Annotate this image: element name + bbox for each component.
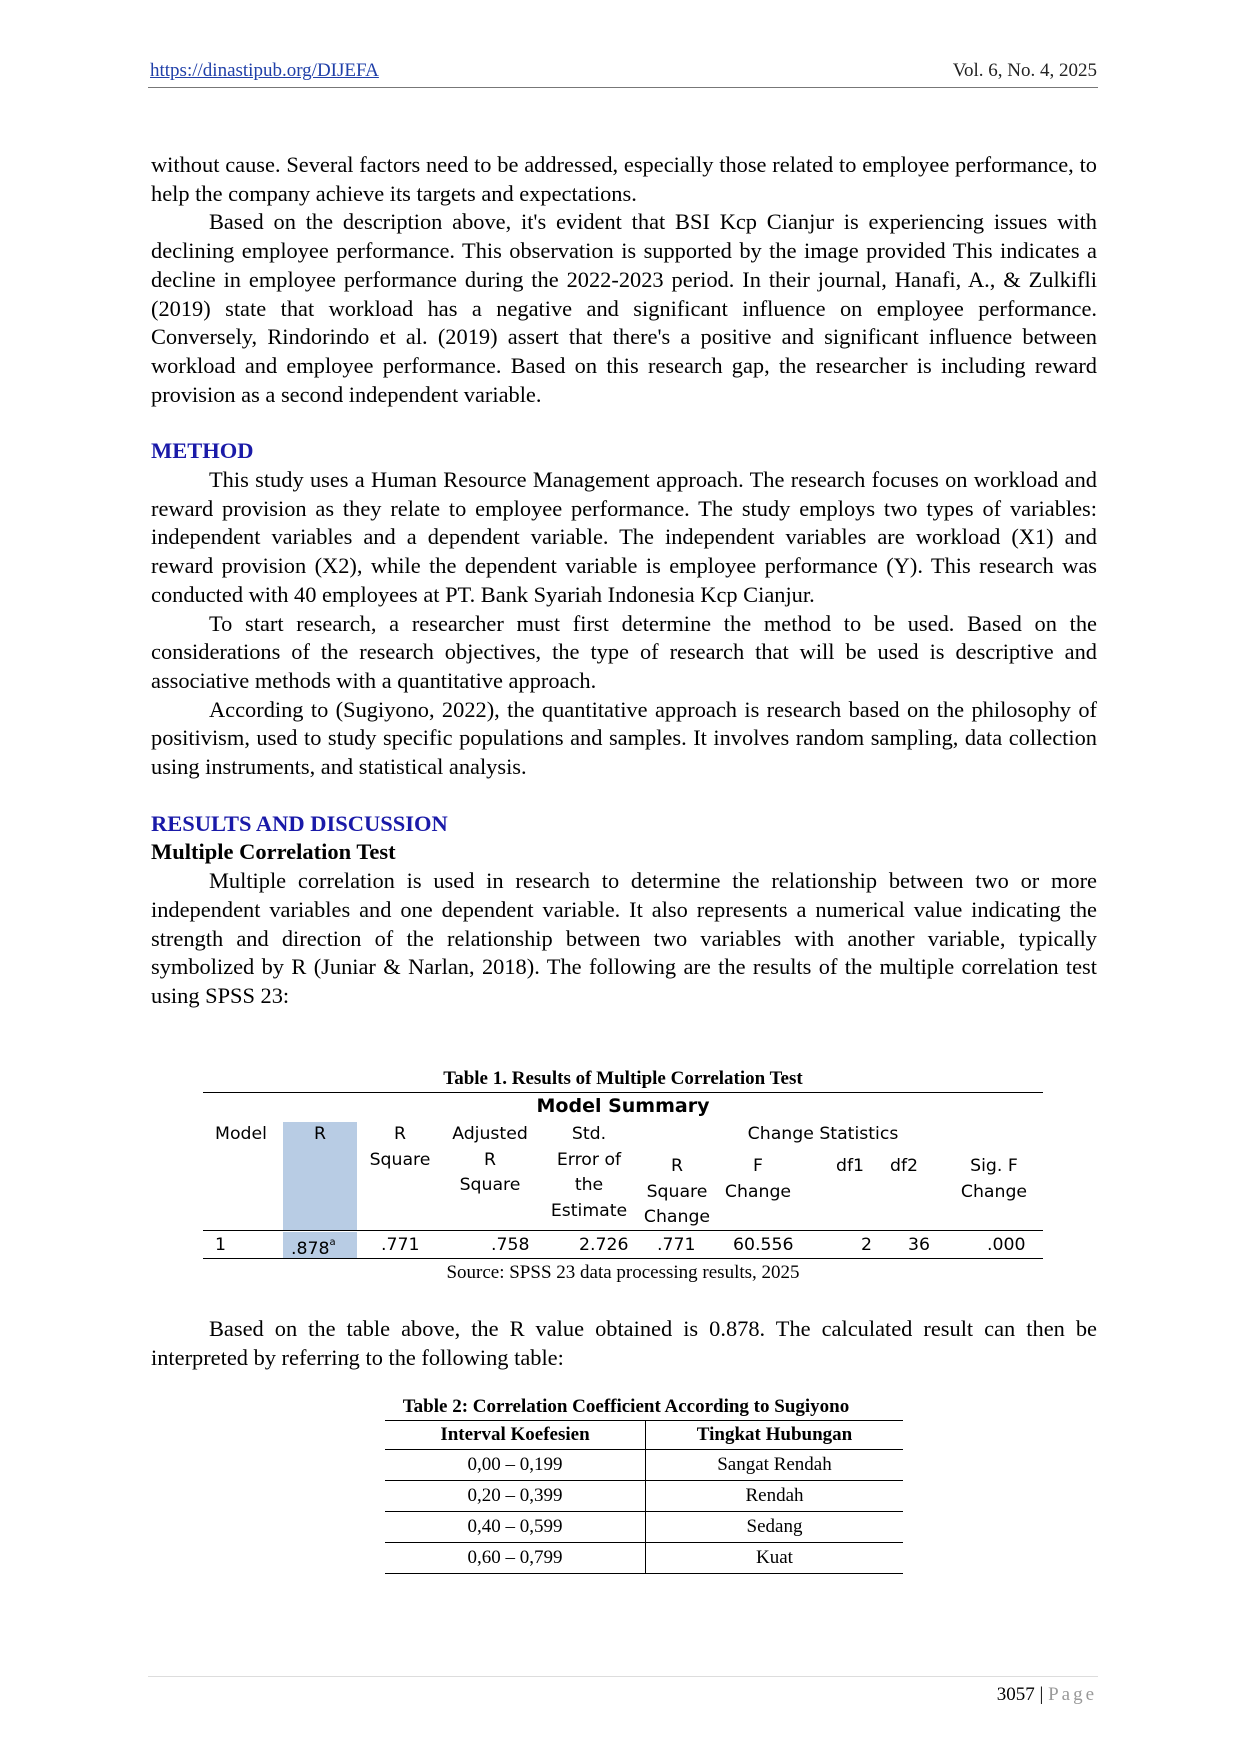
footer-divider — [148, 1676, 1098, 1677]
table-row — [203, 1232, 1043, 1258]
paragraph: According to (Sugiyono, 2022), the quantitative approach is research based on the philosophy of positivism, used to study specific populations and samples. It involves random sampling, data collection using instruments, and statistical analysis. — [151, 696, 1097, 780]
cell-r-square-change: .771 — [657, 1235, 696, 1255]
table1-title: Model Summary — [536, 1095, 710, 1117]
page-number: 3057 — [996, 1684, 1035, 1705]
table1-bottom-rule — [203, 1258, 1043, 1259]
table-header-row — [385, 1421, 903, 1450]
table1-source: Source: SPSS 23 data processing results, 2025 — [446, 1262, 800, 1283]
footer-separator: | — [1039, 1684, 1044, 1705]
subsection-heading: Multiple Correlation Test — [151, 839, 396, 865]
method-heading: METHOD — [151, 438, 254, 464]
table1-header-rule — [203, 1230, 1043, 1231]
table1-caption: Table 1. Results of Multiple Correlation Test — [443, 1068, 803, 1089]
table-row — [385, 1543, 903, 1574]
cell-df2: 36 — [908, 1235, 930, 1255]
header-level: Tingkat Hubungan — [646, 1421, 904, 1450]
article-body — [151, 151, 1097, 1011]
header-r-square: R Square — [369, 1124, 431, 1170]
cell-level: Sangat Rendah — [646, 1450, 904, 1481]
cell-sig-f-change: .000 — [987, 1235, 1026, 1255]
cell-level: Kuat — [646, 1543, 904, 1574]
paragraph: Multiple correlation is used in research to determine the relationship between two or more independent variables and one dependent variable. It also represents a numerical value indicating the strength and direction of the relationship between two variables with another variable, typically symbolized by R (Juniar & Narlan, 2018). The following are the results of the multiple correlation test using SPSS 23: — [151, 868, 1097, 1008]
cell-interval: 0,00 – 0,199 — [385, 1450, 646, 1481]
header-std-error: Std. Error of the Estimate — [550, 1124, 628, 1221]
header-f-change: F Change — [724, 1156, 792, 1202]
header-change-statistics: Change Statistics — [747, 1124, 899, 1144]
cell-interval: 0,60 – 0,799 — [385, 1543, 646, 1574]
journal-link[interactable]: https://dinastipub.org/DIJEFA — [150, 60, 379, 81]
results-heading: RESULTS AND DISCUSSION — [151, 810, 448, 836]
header-df1: df1 — [835, 1156, 865, 1176]
cell-adjusted-r-square: .758 — [491, 1235, 530, 1255]
cell-f-change: 60.556 — [733, 1235, 794, 1255]
cell-interval: 0,20 – 0,399 — [385, 1481, 646, 1512]
paragraph: Based on the description above, it's evident that BSI Kcp Cianjur is experiencing issues with declining employee performance. This observation is supported by the image provided This indicates a decline in employee performance during the 2022-2023 period. In their journal, Hanafi, A., & Zulkifli (2019) state that workload has a negative and significant influence on employee performance. Conversely, Rindorindo et al. (2019) assert that there's a positive and significant influence between workload and employee performance. Based on this research gap, the researcher is including reward provision as a second independent variable. — [151, 209, 1097, 407]
cell-std-error: 2.726 — [579, 1235, 629, 1255]
paragraph: This study uses a Human Resource Management approach. The research focuses on workload and reward provision as they relate to employee performance. The study employs two types of variables: independent variables and a dependent variable. The independent variables are workload (X1) and reward provision (X2), while the dependent variable is employee performance (Y). This research was conducted with 40 employees at PT. Bank Syariah Indonesia Kcp Cianjur. — [151, 467, 1097, 607]
paragraph: Based on the table above, the R value obtained is 0.878. The calculated result can then be interpreted by referring to the following table: — [151, 1316, 1097, 1370]
page-footer — [997, 1684, 1097, 1706]
header-r-square-change: R Square Change — [643, 1156, 711, 1227]
correlation-coefficient-table — [385, 1420, 903, 1574]
table2-caption: Table 2: Correlation Coefficient According to Sugiyono — [402, 1396, 850, 1417]
cell-r-square: .771 — [381, 1235, 420, 1255]
header-adjusted-r-square: Adjusted R Square — [452, 1124, 528, 1195]
cell-interval: 0,40 – 0,599 — [385, 1512, 646, 1543]
table1-top-rule — [203, 1092, 1043, 1093]
cell-r: .878$^a$ — [291, 1237, 336, 1259]
volume-info: Vol. 6, No. 4, 2025 — [952, 60, 1097, 81]
paragraph: without cause. Several factors need to be addressed, especially those related to employee performance, to help the company achieve its targets and expectations. — [151, 152, 1097, 206]
header-divider — [148, 87, 1098, 88]
paragraph: To start research, a researcher must first determine the method to be used. Based on the considerations of the research objectives, the type of research that will be used is descriptive and associative methods with a quantitative approach. — [151, 610, 1097, 693]
table-row — [385, 1450, 903, 1481]
cell-level: Rendah — [646, 1481, 904, 1512]
page-label: Page — [1048, 1684, 1097, 1705]
cell-model: 1 — [215, 1235, 226, 1255]
table1-header — [203, 1122, 1043, 1230]
article-body-continued — [151, 1315, 1097, 1372]
cell-df1: 2 — [861, 1235, 872, 1255]
header-model: Model — [215, 1124, 267, 1144]
header-sig-f-change: Sig. F Change — [960, 1156, 1028, 1202]
table-row — [385, 1512, 903, 1543]
header-interval: Interval Koefesien — [385, 1421, 646, 1450]
table-row — [385, 1481, 903, 1512]
header-df2: df2 — [889, 1156, 919, 1176]
cell-level: Sedang — [646, 1512, 904, 1543]
header-r: R — [313, 1124, 326, 1144]
